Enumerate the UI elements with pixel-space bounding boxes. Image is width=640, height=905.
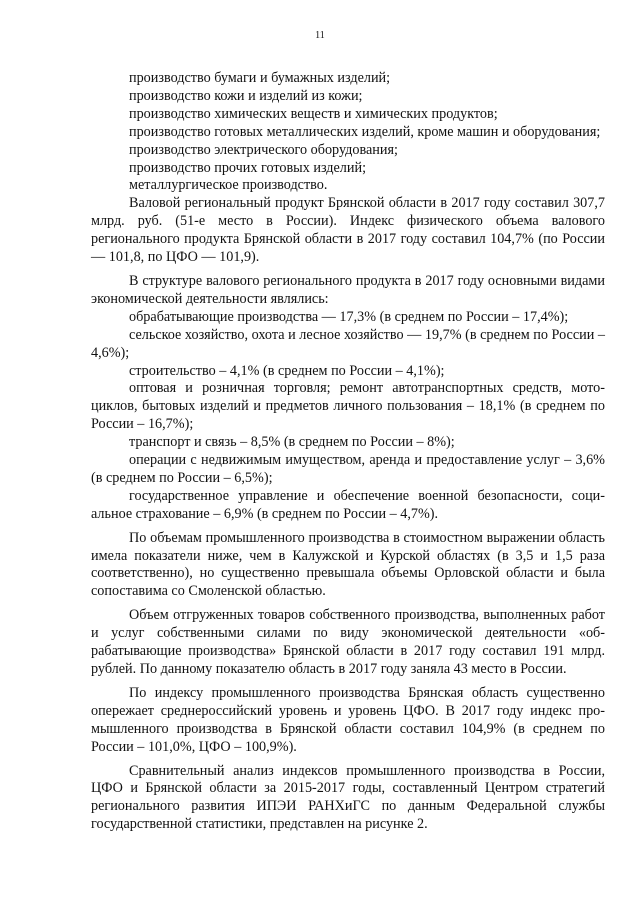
list-item: государственное управление и обеспечение военной безопасности, социальное страхование – 6,9% (в среднем по России – 4,7%).	[91, 487, 605, 522]
list-item: оптовая и розничная торговля; ремонт автотранспортных средств, мотоциклов, бытовых изделий и предметов личного пользования – 18,1% (в среднем по России – 16,7%);	[91, 380, 605, 433]
list-item: металлургическое производство.	[129, 177, 328, 194]
paragraph-production-index: По индексу промышленного производства Брянская область существенно опережает среднероссийский уровень и уровень ЦФО. В 2017 году индекс промышленного производства в Брянской области составил 104,9% (в среднем по России – 101,0%, ЦФО – 100,9%).	[91, 684, 605, 755]
list-item: транспорт и связь – 8,5% (в среднем по России – 8%);	[129, 434, 455, 451]
list-item: производство бумаги и бумажных изделий;	[129, 70, 391, 86]
paragraph-shipped-goods: Объем отгруженных товаров собственного производства, выполненных работ и услуг собственными силами по виду экономической деятельности «обрабатывающие производства» Брянской области в 2017 году составил 191 млрд. рублей. По данному показателю область в 2017 году заняла 43 место в России.	[91, 607, 605, 677]
list-item: производство электрического оборудования;	[129, 141, 398, 158]
paragraph-industrial-volume: По объемам промышленного производства в стоимостном выражении область имела показатели ниже, чем в Калужской и Курской областях (в 3,5 и 1,5 раза соответственно), но существенно превышала объемы Орловской области и была сопоставима со Смоленской областью.	[91, 529, 605, 600]
list-item: производство кожи и изделий из кожи;	[129, 87, 363, 104]
list-item: производство прочих готовых изделий;	[129, 159, 367, 176]
paragraph-grp: Валовой региональный продукт Брянской области в 2017 году составил 307,7 млрд. руб. (51-е место в России). Индекс физического объема валового регионального продукта Брянской области в 2017 году составил 104,7% (по России — 101,8, по ЦФО — 101,9).	[91, 195, 605, 266]
body-text	[91, 70, 605, 834]
paragraph-comparative-analysis: Сравнительный анализ индексов промышленного производства в России, ЦФО и Брянской области за 2015-2017 годы, составленный Центром стратегий регионального развития ИПЭИ РАНХиГС по данным Федеральной службы государственной статистики, представлен на рисунке 2.	[91, 762, 605, 833]
list-item: операции с недвижимым имуществом, аренда и предоставление услуг – 3,6% (в среднем по России – 6,5%);	[91, 452, 605, 486]
list-item: производство готовых металлических изделий, кроме машин и оборудования;	[129, 123, 601, 140]
list-item: строительство – 4,1% (в среднем по России – 4,1%);	[129, 362, 445, 379]
paragraph-structure: В структуре валового регионального продукта в 2017 году основными видами экономической деятельности являлись:	[91, 272, 605, 307]
list-item: сельское хозяйство, охота и лесное хозяйство — 19,7% (в среднем по России – 4,6%);	[91, 326, 605, 361]
list-item: обрабатывающие производства — 17,3% (в среднем по России – 17,4%);	[129, 308, 569, 325]
list-item: производство химических веществ и химических продуктов;	[129, 105, 498, 122]
page-number: 11	[315, 30, 325, 41]
